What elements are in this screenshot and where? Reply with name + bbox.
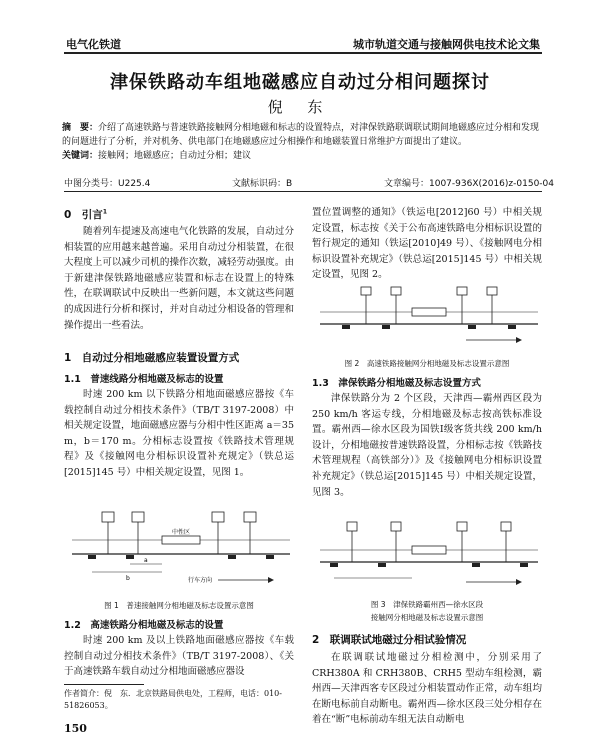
abstract-block (62, 121, 542, 163)
direction-label: 行车方向 (188, 577, 213, 584)
sign-board (132, 512, 144, 522)
running-header-left: 电气化铁道 (66, 38, 121, 51)
section-1-1-paragraph: 时速 200 km 以下铁路分相地面磁感应器按《车载控制自动过分相技术条件》（TB/T 3197-2008）中相关规定设置，地面磁感应器与分相中性区距离 a＝35 m，b＝170 m。分相标志设置按《铁路技术管理规程》及《接触网电分相标识设置补充规定》（铁总运[2015]145 号）中相关规定设置，见图 1。 (64, 389, 294, 478)
arrow-head (268, 577, 274, 583)
ground-magnets (88, 555, 274, 559)
arrow-head (516, 337, 522, 343)
figure-3-diagram (316, 518, 542, 592)
figure-2-caption: 图 2 高速铁路接触网分相地磁及标志设置示意图 (344, 359, 510, 368)
neutral-label: 中性区 (171, 529, 191, 536)
neutral-section (412, 308, 446, 316)
sign-board (457, 287, 467, 295)
sign-board (347, 522, 357, 531)
label-b: b (126, 575, 130, 582)
author-name: 倪 东 (267, 98, 333, 116)
sign-board (501, 522, 511, 531)
sign-board (457, 522, 467, 531)
page-number: 150 (64, 722, 87, 735)
section-2-heading: 2 联调联试地磁过分相试验情况 (312, 634, 467, 646)
section-1-1-heading: 1.1 普速线路分相地磁及标志的设置 (64, 374, 224, 385)
clc-number: 中图分类号：U225.4 (64, 179, 151, 189)
running-header-right: 城市轨道交通与接触网供电技术论文集 (353, 38, 540, 51)
abstract-text: 介绍了高速铁路与普速铁路接触网分相地磁和标志的设置特点，对津保铁路联调联试期间地磁感应过分相和发现的问题进行了分析，并对机务、供电部门在地磁感应过分相操作和地磁装置日常维护方面提出了建议。 (62, 123, 540, 147)
section-1-2-heading: 1.2 高速铁路分相地磁及标志的设置 (64, 620, 224, 631)
author-note: 作者简介：倪 东．北京铁路局供电处，工程师，电话：010-51826053。 (64, 689, 282, 710)
ground-magnets (342, 325, 516, 329)
intro-paragraph: 随着列车提速及高速电气化铁路的发展，自动过分相装置的应用越来越普遍。采用自动过分相装置，在很大程度上可以减少司机的操作次数，减轻劳动强度。由于新建津保铁路地磁感应装置和标志在设置上的特殊性，在联调联试中反映出一些新问题，本文就这些问题的成因进行分析和探讨，并对自动过分相设备的管理和操作提出一些看法。 (64, 226, 294, 331)
article-number: 文章编号：1007-936X(2016)z-0150-04 (384, 179, 554, 189)
figure-3-caption-line-2: 接触网分相地磁及标志设置示意图 (370, 613, 484, 622)
sign-board (102, 512, 114, 522)
sign-board (244, 512, 256, 522)
figure-2-diagram (316, 284, 542, 350)
figure-1-diagram (68, 500, 294, 590)
sign-board (487, 287, 497, 295)
header-rule (64, 52, 542, 54)
section-0-heading: 0 引言$^1$ (64, 208, 107, 221)
sign-board (391, 522, 401, 531)
figure-3-caption-line-1: 图 3 津保铁路霸州西—徐水区段 (370, 600, 484, 609)
section-1-3-heading: 1.3 津保铁路分相地磁及标志设置方式 (312, 378, 481, 389)
figure-3-caption (312, 598, 542, 624)
neutral-section (412, 546, 446, 554)
abstract-label: 摘 要： (62, 123, 99, 133)
section-2-paragraph: 在联调联试地磁过分相检测中，分别采用了 CRH380A 和 CRH380B、CRH5 型动车组检测，霸州西—天津西客专区段过分相装置动作正常，动车组均在断电标前自动断电。霸州西—徐水区段三处分相存在着在“断”电标前动车组无法自动断电 (312, 652, 542, 726)
section-1-2-paragraph: 时速 200 km 及以上铁路地面磁感应器按《车载控制自动过分相技术条件》（TB/T 3197-2008）、《关于高速铁路车载自动过分相地面磁感应器设 (64, 635, 294, 678)
sign-board (212, 512, 224, 522)
keywords-label: 关键词： (62, 151, 99, 161)
keywords-text: 接触网；地磁感应；自动过分相；建议 (98, 151, 252, 161)
label-a: a (144, 557, 148, 564)
section-1-2-continued: 置位置调整的通知》（铁运电[2012]60 号）中相关规定设置，标志按《关于公布高速铁路电分相标识设置的暂行规定的通知（铁运[2010]49 号）、《接触网电分相标识设置补充规定》（铁总运[2015]145 号）中相关规定设置，见图 2。 (312, 207, 542, 281)
section-1-3-paragraph: 津保铁路分为 2 个区段，天津西—霸州西区段为 250 km/h 客运专线，分相地磁及标志按高铁标准设置。霸州西—徐水区段为国铁Ⅰ级客货共线 200 km/h 设计，分相地磁按普速铁路设置，分相标志按《铁路技术管理规程（高铁部分）》及《接触网电分相标识设置补充规定》（铁总运[2015]145 号）中相关规定设置，见图 3。 (312, 393, 542, 498)
paper-title: 津保铁路动车组地磁感应自动过分相问题探讨 (110, 72, 490, 93)
section-1-heading: 1 自动过分相地磁感应装置设置方式 (64, 352, 240, 364)
arrow-head (516, 579, 522, 585)
document-code: 文献标识码：B (232, 179, 293, 189)
meta-rule (64, 191, 542, 192)
sign-board (361, 287, 371, 295)
neutral-section (162, 536, 200, 544)
footnote-rule (64, 684, 144, 685)
ground-magnets (330, 563, 528, 567)
sign-board (391, 287, 401, 295)
figure-1-caption: 图 1 普速接触网分相地磁及标志设置示意图 (104, 601, 254, 610)
